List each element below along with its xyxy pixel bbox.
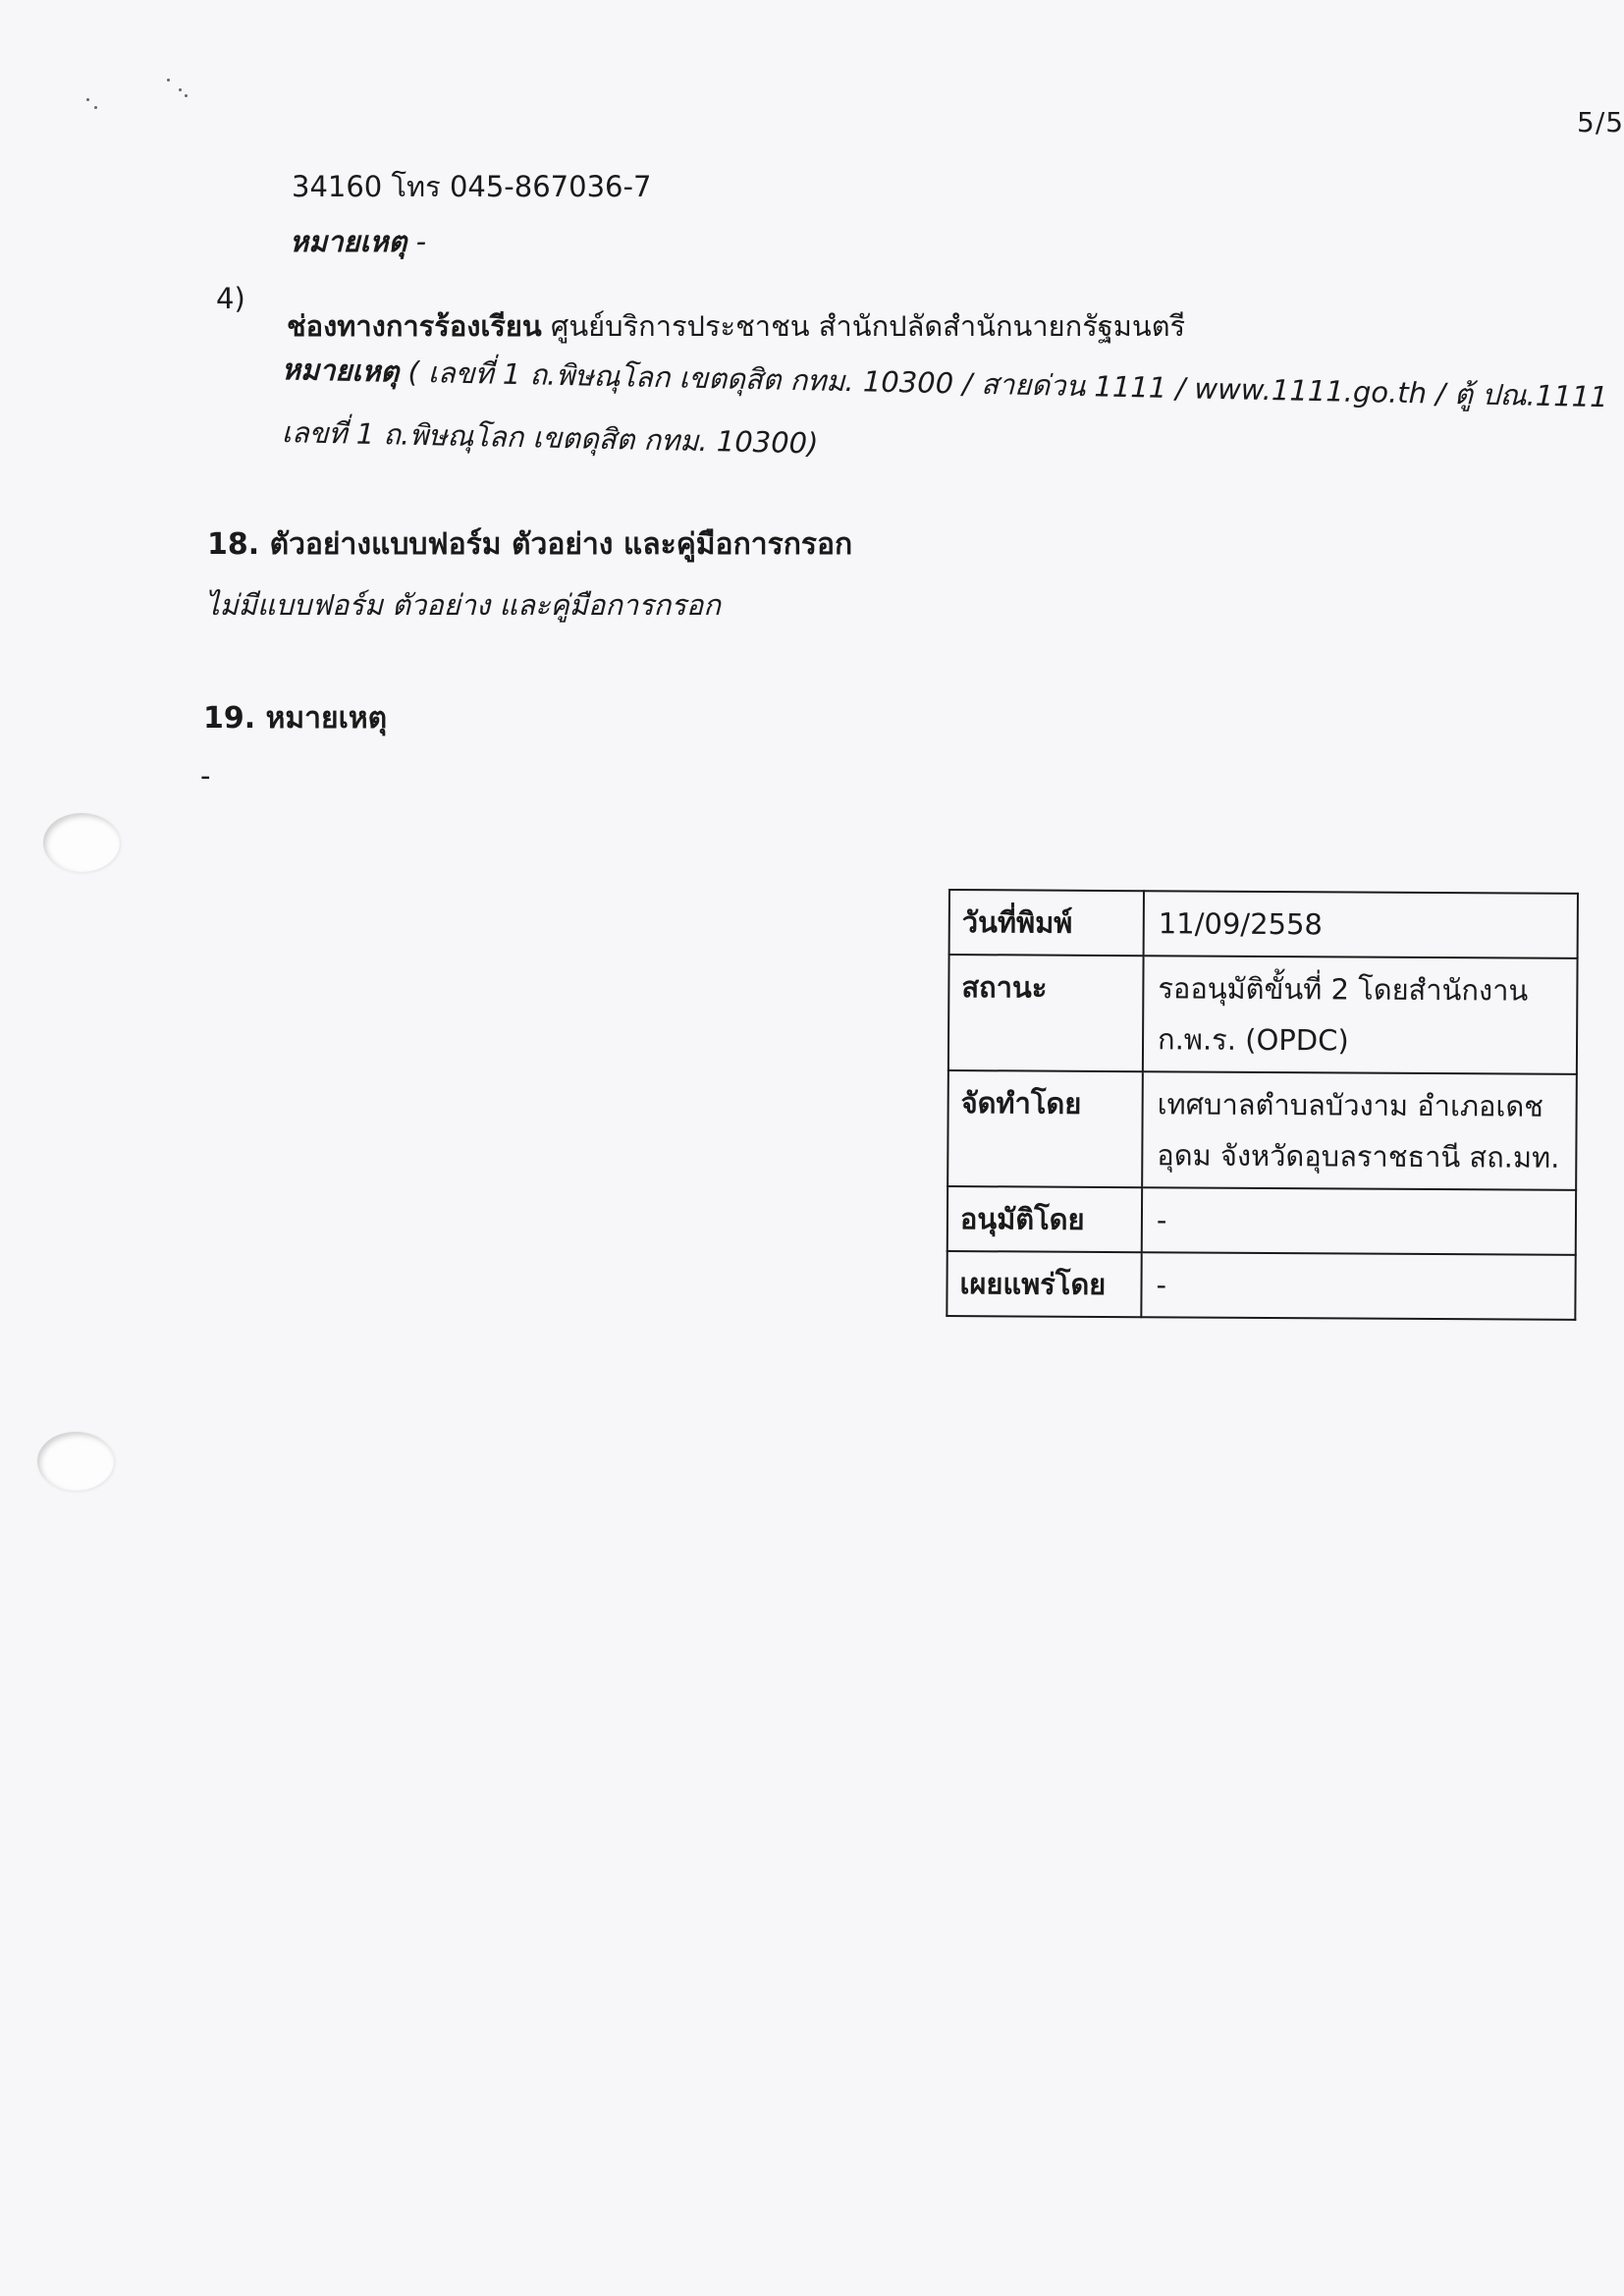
speck [179,88,182,91]
channel-4-title: ช่องทางการร้องเรียน [287,309,542,343]
table-row-print-date [949,890,1578,958]
channel-4-line [287,306,1185,346]
channel-4-note-line1: ( เลขที่ 1 ถ.พิษณุโลก เขตดุสิต กทม. 10300 / สายด่วน 1111 / www.1111.go.th / ตู้ ปณ.1111 [407,355,1608,414]
section-19-heading: 19. หมายเหตุ [203,701,388,736]
contact-note-label: หมายเหตุ [290,225,407,258]
table-row-status [948,955,1578,1074]
table-row-prepared-by [947,1070,1577,1190]
table-row-approved-by [947,1186,1576,1255]
status-value [1143,956,1578,1074]
zip-phone-line: 34160 โทร 045-867036-7 [292,170,652,203]
punch-hole [37,1432,114,1491]
section-19-body: - [200,759,211,793]
page-number: 5/5 [1577,106,1624,138]
info-table [946,889,1579,1321]
speck [167,79,170,82]
published-by-label: เผยแพร่โดย [947,1251,1141,1317]
status-label: สถานะ [948,955,1144,1071]
section-18-heading: 18. ตัวอย่างแบบฟอร์ม ตัวอย่าง และคู่มือการกรอก [207,527,853,562]
prepared-by-label: จัดทำโดย [947,1070,1143,1187]
punch-hole [43,813,120,872]
channel-4-note [282,350,1608,416]
channel-4-description: ศูนย์บริการประชาชน สำนักปลัดสำนักนายกรัฐมนตรี [550,309,1186,343]
print-date-value: 11/09/2558 [1144,891,1578,958]
contact-note-value: - [415,225,427,258]
speck [94,106,97,109]
prepared-by-value-line1: เทศบาลตำบลบัวงาม อำเภอเดช [1157,1087,1544,1123]
approved-by-value: - [1142,1187,1576,1255]
status-value-line2: ก.พ.ร. (OPDC) [1157,1022,1349,1058]
approved-by-label: อนุมัติโดย [947,1186,1142,1252]
contact-note [290,222,426,261]
channel-4-note-line2: เลขที่ 1 ถ.พิษณุโลก เขตดุสิต กทม. 10300) [281,415,819,461]
print-date-label: วันที่พิมพ์ [949,890,1144,956]
speck [185,94,188,97]
channel-4-number: 4) [216,282,245,315]
speck [86,98,89,101]
prepared-by-value-line2: อุดม จังหวัดอุบลราชธานี สถ.มท. [1157,1138,1560,1175]
published-by-value: - [1141,1252,1575,1320]
prepared-by-value [1142,1071,1577,1190]
section-18-body: ไม่มีแบบฟอร์ม ตัวอย่าง และคู่มือการกรอก [205,588,721,622]
table-row-published-by [947,1251,1575,1320]
status-value-line1: รออนุมัติขั้นที่ 2 โดยสำนักงาน [1158,971,1529,1008]
channel-4-note-label: หมายเหตุ [281,353,400,389]
